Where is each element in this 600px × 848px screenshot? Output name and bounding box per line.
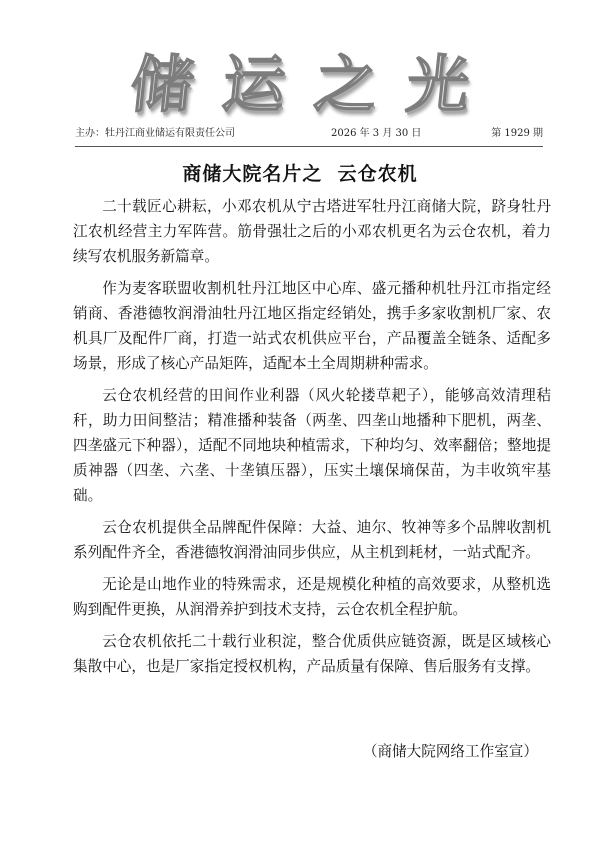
header-divider xyxy=(75,146,543,147)
paragraph-3: 云仓农机经营的田间作业利器（风火轮搂草耙子），能够高效清理秸秆，助力田间整洁；精准播种装备（两垄、四垄山地播种下肥机，两垄、四垄盛元下种器），适配不同地块种植需求，下种均匀、效率翻倍；整地提质神器（四垄、六垄、十垄镇压器），压实土壤保墒保苗，为丰收筑牢基础。 xyxy=(73,387,551,504)
article-headline: 商储大院名片之 云仓农机 xyxy=(182,163,418,185)
info-bar xyxy=(75,126,543,142)
issue-date: 2026 年 3 月 30 日 xyxy=(331,128,422,139)
paragraph-6: 云仓农机依托二十载行业积淀，整合优质供应链资源，既是区域核心集散中心，也是厂家指定授权机构，产品质量有保障、售后服务有支撑。 xyxy=(73,633,551,675)
paragraph-4: 云仓农机提供全品牌配件保障：大益、迪尔、牧神等多个品牌收割机系列配件齐全，香港德牧润滑油同步供应，从主机到耗材，一站式配齐。 xyxy=(73,519,551,561)
issue-number: 第 1929 期 xyxy=(491,128,543,139)
masthead xyxy=(0,42,600,128)
paragraph-2: 作为麦客联盟收割机牡丹江地区中心库、盛元播种机牡丹江市指定经销商、香港德牧润滑油牡丹江地区指定经销处，携手多家收割机厂家、农机具厂及配件厂商，打造一站式农机供应平台，产品覆盖全链条、适配多场景，形成了核心产品矩阵，适配本土全周期耕种需求。 xyxy=(73,280,551,372)
paragraph-1: 二十载匠心耕耘，小邓农机从宁古塔进军牡丹江商储大院，跻身牡丹江农机经营主力军阵营。筋骨强壮之后的小邓农机更名为云仓农机，着力续写农机服务新篇章。 xyxy=(73,198,551,265)
article-signature: （商储大院网络工作室宣） xyxy=(362,743,538,760)
paragraph-5: 无论是山地作业的特殊需求，还是规模化种植的高效要求，从整机选购到配件更换，从润滑养护到技术支持，云仓农机全程护航。 xyxy=(73,576,551,618)
article-body xyxy=(73,194,551,686)
masthead-title: 储运之光 xyxy=(127,48,503,121)
publisher-label: 主办：牡丹江商业储运有限责任公司 xyxy=(75,128,235,139)
